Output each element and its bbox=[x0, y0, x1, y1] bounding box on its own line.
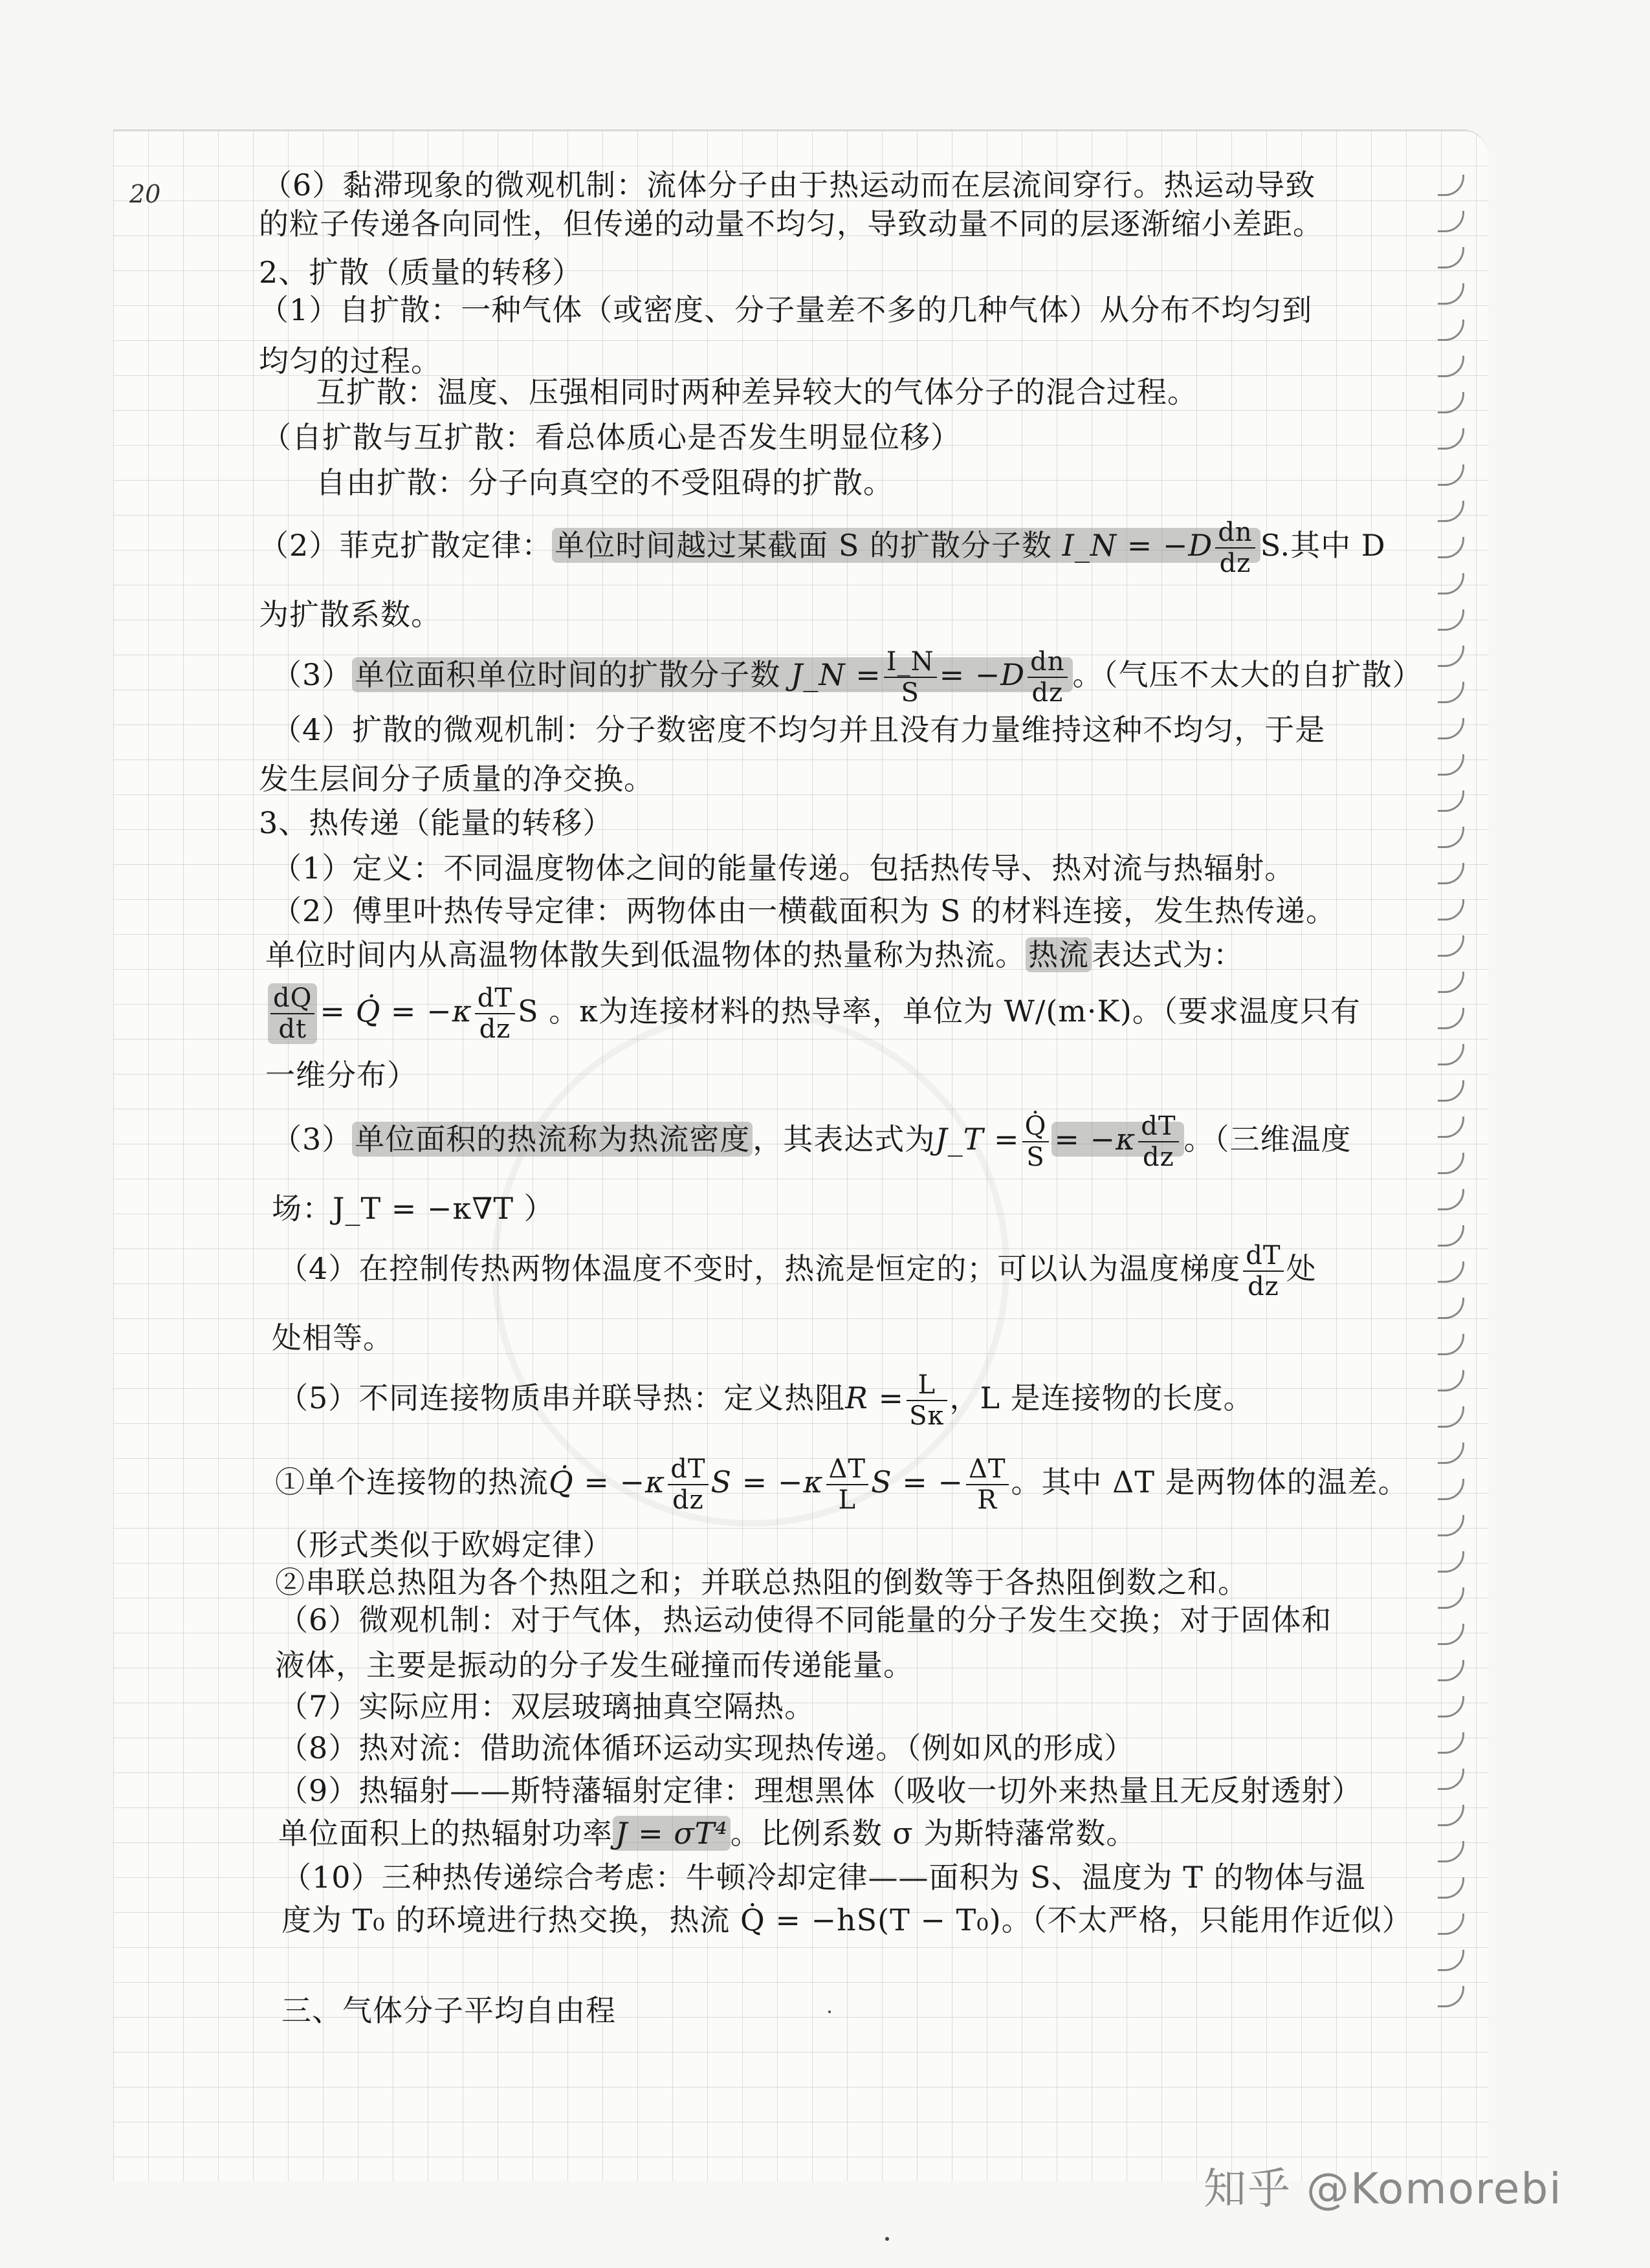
fraction-numerator: L bbox=[907, 1370, 947, 1401]
text-segment: （3） bbox=[272, 1122, 353, 1157]
text-segment: 单位面积单位时间的扩散分子数 bbox=[355, 657, 781, 692]
fraction-denominator: dz bbox=[1143, 1142, 1174, 1172]
fraction-denominator: dz bbox=[672, 1485, 704, 1515]
section-heading: 3、热传递（能量的转移） bbox=[259, 805, 613, 840]
text-line: （6）微观机制：对于气体，热运动使得不同能量的分子发生交换；对于固体和 bbox=[278, 1602, 1332, 1637]
fraction-numerator: dT bbox=[1138, 1111, 1178, 1142]
text-segment: ①单个连接物的热流 bbox=[275, 1465, 549, 1499]
watermark: 知乎 @Komorebi bbox=[1204, 2164, 1563, 2214]
text-line: （形式类似于欧姆定律） bbox=[278, 1527, 613, 1562]
formula-text: J_N = bbox=[790, 657, 881, 692]
speck bbox=[828, 2011, 831, 2013]
text-line: （2）傅里叶热传导定律：两物体由一横截面积为 S 的材料连接，发生热传递。 bbox=[272, 893, 1337, 928]
text-line: 一维分布） bbox=[265, 1058, 417, 1093]
fraction-denominator: Sκ bbox=[909, 1401, 945, 1431]
highlight bbox=[352, 647, 1072, 708]
fraction-denominator: dz bbox=[1248, 1272, 1279, 1302]
fraction bbox=[668, 1454, 708, 1515]
text-line bbox=[278, 1815, 1136, 1851]
fraction bbox=[1028, 647, 1067, 708]
text-line bbox=[265, 937, 1244, 973]
text-segment: 单位时间内从高温物体散失到低温物体的热量称为热流。 bbox=[265, 937, 1026, 972]
text-line: （7）实际应用：双层玻璃抽真空隔热。 bbox=[278, 1689, 815, 1724]
fraction bbox=[475, 983, 515, 1044]
fraction bbox=[907, 1370, 947, 1431]
text-line: （1）自扩散：一种气体（或密度、分子量差不多的几种气体）从分布不均匀到 bbox=[259, 292, 1313, 327]
text-line: 场：J_T = −κ∇T ） bbox=[272, 1191, 555, 1226]
fraction-denominator: dz bbox=[479, 1014, 511, 1044]
text-line: 的粒子传递各向同性，但传递的动量不均匀，导致动量不同的层逐渐缩小差距。 bbox=[259, 206, 1323, 241]
fraction-denominator: dt bbox=[278, 1014, 307, 1044]
fraction-numerator: ΔT bbox=[826, 1454, 869, 1485]
fraction-denominator: dz bbox=[1219, 549, 1251, 578]
speck bbox=[885, 2237, 889, 2241]
fraction-numerator: dT bbox=[668, 1454, 708, 1485]
text-segment: 表达式为： bbox=[1092, 937, 1244, 972]
text-line: 液体，主要是振动的分子发生碰撞而传递能量。 bbox=[275, 1648, 914, 1683]
formula-text: = −D bbox=[939, 657, 1026, 692]
text-line: 自由扩散：分子向真空的不受阻碍的扩散。 bbox=[316, 465, 894, 500]
text-line: 度为 T₀ 的环境进行热交换，热流 Q̇ = −hS(T − T₀)。（不太严格，只能用作近似） bbox=[281, 1903, 1413, 1937]
fraction-numerator: dQ bbox=[270, 983, 314, 1014]
section-heading: 2、扩散（质量的转移） bbox=[259, 255, 583, 290]
text-line: （6）黏滞现象的微观机制：流体分子由于热运动而在层流间穿行。热运动导致 bbox=[262, 168, 1316, 202]
fraction-numerator: ΔT bbox=[966, 1454, 1009, 1485]
text-line: ②串联总热阻为各个热阻之和；并联总热阻的倒数等于各热阻倒数之和。 bbox=[275, 1565, 1248, 1600]
heat-flux-density-line bbox=[272, 1111, 1352, 1172]
fraction-numerator: dn bbox=[1215, 518, 1255, 549]
text-segment: （2）菲克扩散定律： bbox=[259, 528, 553, 563]
text-segment: 处 bbox=[1286, 1251, 1317, 1286]
text-segment: （3） bbox=[272, 657, 353, 692]
text-line: （9）热辐射——斯特藩辐射定律：理想黑体（吸收一切外来热量且无反射透射） bbox=[278, 1773, 1363, 1808]
text-segment: 。比例系数 σ 为斯特藩常数。 bbox=[730, 1816, 1137, 1851]
highlight: 热流 bbox=[1026, 937, 1092, 972]
highlight bbox=[1051, 1111, 1183, 1172]
fraction-numerator: dT bbox=[475, 983, 515, 1014]
text-segment: ，其表达式为 bbox=[753, 1122, 936, 1157]
fourier-law-line bbox=[265, 983, 1361, 1044]
single-connector-line bbox=[275, 1454, 1409, 1515]
fraction bbox=[1138, 1111, 1178, 1172]
formula-text: J_T = bbox=[935, 1122, 1020, 1157]
text-segment: S.其中 D bbox=[1260, 528, 1386, 563]
text-line: 发生层间分子质量的净交换。 bbox=[259, 761, 654, 796]
fraction bbox=[966, 1454, 1009, 1515]
fraction-denominator: R bbox=[977, 1485, 998, 1515]
text-line: 互扩散：温度、压强相同时两种差异较大的气体分子的混合过程。 bbox=[316, 375, 1198, 409]
highlight: 单位面积的热流称为热流密度 bbox=[352, 1122, 753, 1157]
text-line: （10）三种热传递综合考虑：牛顿冷却定律——面积为 S、温度为 T 的物体与温 bbox=[281, 1860, 1366, 1895]
text-segment: 。（气压不太大的自扩散） bbox=[1072, 657, 1423, 692]
flux-density-line bbox=[272, 647, 1423, 708]
section-heading: 三、气体分子平均自由程 bbox=[281, 1993, 616, 2028]
fraction bbox=[1022, 1111, 1050, 1172]
fraction bbox=[1243, 1241, 1283, 1302]
text-segment: 单位时间越过某截面 S 的扩散分子数 bbox=[555, 528, 1053, 563]
fraction-numerator: dn bbox=[1028, 647, 1067, 678]
formula-text: I_N = −D bbox=[1062, 528, 1213, 563]
text-segment: （4）在控制传热两物体温度不变时，热流是恒定的；可以认为温度梯度 bbox=[278, 1251, 1241, 1286]
fraction-numerator: I_N bbox=[884, 647, 937, 678]
text-line bbox=[278, 1241, 1317, 1302]
fraction-numerator: Q̇ bbox=[1022, 1111, 1050, 1142]
fraction-denominator: S bbox=[901, 678, 919, 708]
formula-text: R = bbox=[845, 1380, 905, 1415]
text-segment: （5）不同连接物质串并联导热：定义热阻 bbox=[278, 1380, 846, 1415]
fraction-numerator: dT bbox=[1243, 1241, 1283, 1272]
fraction bbox=[1215, 518, 1255, 578]
text-line: （1）定义：不同温度物体之间的能量传递。包括热传导、热对流与热辐射。 bbox=[272, 851, 1295, 886]
text-line: （8）热对流：借助流体循环运动实现热传递。（例如风的形成） bbox=[278, 1730, 1135, 1765]
formula-text: Q̇ = −κ bbox=[549, 1465, 666, 1499]
text-line: 均匀的过程。 bbox=[259, 343, 441, 378]
formula-text: S = −κ bbox=[710, 1465, 824, 1499]
fraction-denominator: S bbox=[1026, 1142, 1045, 1172]
fraction bbox=[884, 647, 937, 708]
fraction bbox=[268, 983, 317, 1044]
formula-text: S = − bbox=[871, 1465, 963, 1499]
text-segment: S 。κ为连接材料的热导率，单位为 W/(m·K)。（要求温度只有 bbox=[518, 994, 1361, 1029]
text-segment: ，L 是连接物的长度。 bbox=[949, 1380, 1254, 1415]
fick-law-line bbox=[259, 518, 1386, 578]
text-line: （4）扩散的微观机制：分子数密度不均匀并且没有力量维持这种不均匀，于是 bbox=[272, 712, 1326, 747]
formula-text: = Q̇ = −κ bbox=[320, 994, 472, 1029]
text-segment: 。（三维温度 bbox=[1183, 1122, 1352, 1157]
fraction-denominator: L bbox=[838, 1485, 857, 1515]
text-line: 为扩散系数。 bbox=[259, 597, 441, 632]
fraction bbox=[826, 1454, 869, 1515]
thermal-resistance-line bbox=[278, 1370, 1254, 1431]
highlight bbox=[552, 518, 1260, 578]
text-line: 处相等。 bbox=[272, 1320, 393, 1355]
page-number: 20 bbox=[129, 180, 161, 208]
text-segment: 。其中 ΔT 是两物体的温差。 bbox=[1011, 1465, 1409, 1499]
highlight: J = σT⁴ bbox=[613, 1816, 731, 1851]
text-line: （自扩散与互扩散：看总体质心是否发生明显位移） bbox=[261, 420, 961, 455]
fraction-denominator: dz bbox=[1031, 678, 1064, 708]
formula-text: = −κ bbox=[1054, 1122, 1136, 1157]
text-segment: 单位面积上的热辐射功率 bbox=[278, 1816, 613, 1851]
